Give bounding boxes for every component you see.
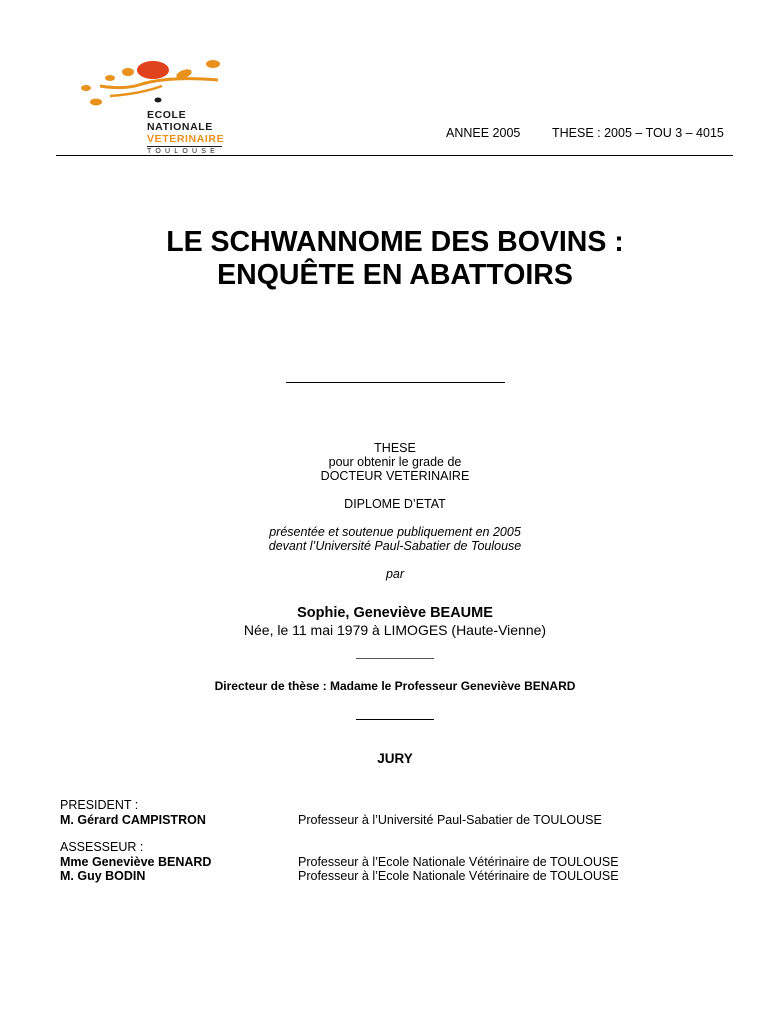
president-name: M. Gérard CAMPISTRON [60,813,206,827]
assessor-role: Professeur à l’Ecole Nationale Vétérinaire de TOULOUSE [298,855,619,869]
par-label: par [385,567,405,581]
university-line: devant l’Université Paul-Sabatier de Toulouse [268,539,522,553]
author-birth: Née, le 11 mai 1979 à LIMOGES (Haute-Vienne) [243,622,547,638]
author-name: Sophie, Geneviève BEAUME [297,605,493,621]
assessor-name: Mme Geneviève BENARD [60,855,212,869]
degree-purpose: pour obtenir le grade de [328,455,462,469]
presentation-line: présentée et soutenue publiquement en 2005 [269,525,521,539]
logo-text-ecole: ECOLE [147,109,187,121]
thesis-title-line1: LE SCHWANNOME DES BOVINS : [166,226,624,258]
thesis-director: Directeur de thèse : Madame le Professeur Geneviève BENARD [214,679,576,693]
logo-text-veterinaire: VETERINAIRE [147,133,225,145]
thesis-title-line2: ENQUÊTE EN ABATTOIRS [217,259,573,291]
assessor-name: M. Guy BODIN [60,869,146,883]
degree-grade: DOCTEUR VETERINAIRE [320,469,470,483]
school-logo [70,50,230,160]
header-thesis-ref: THESE : 2005 – TOU 3 – 4015 [552,126,724,140]
director-separator [356,719,434,720]
jury-heading: JURY [377,751,413,766]
logo-text-city: TOULOUSE [147,148,219,155]
header-year: ANNEE 2005 [446,126,521,140]
logo-emblem-icon [70,50,230,110]
logo-divider [147,146,222,147]
these-label: THESE [374,441,416,455]
assessor-label: ASSESSEUR : [60,840,144,854]
president-role: Professeur à l’Université Paul-Sabatier de TOULOUSE [298,813,602,827]
assessor-role: Professeur à l’Ecole Nationale Vétérinaire de TOULOUSE [298,869,619,883]
author-separator [356,658,434,659]
header-divider [56,155,733,156]
title-separator [286,382,505,383]
president-label: PRESIDENT : [60,798,139,812]
logo-text-nationale: NATIONALE [147,121,213,133]
diploma-label: DIPLOME D’ETAT [344,497,446,511]
